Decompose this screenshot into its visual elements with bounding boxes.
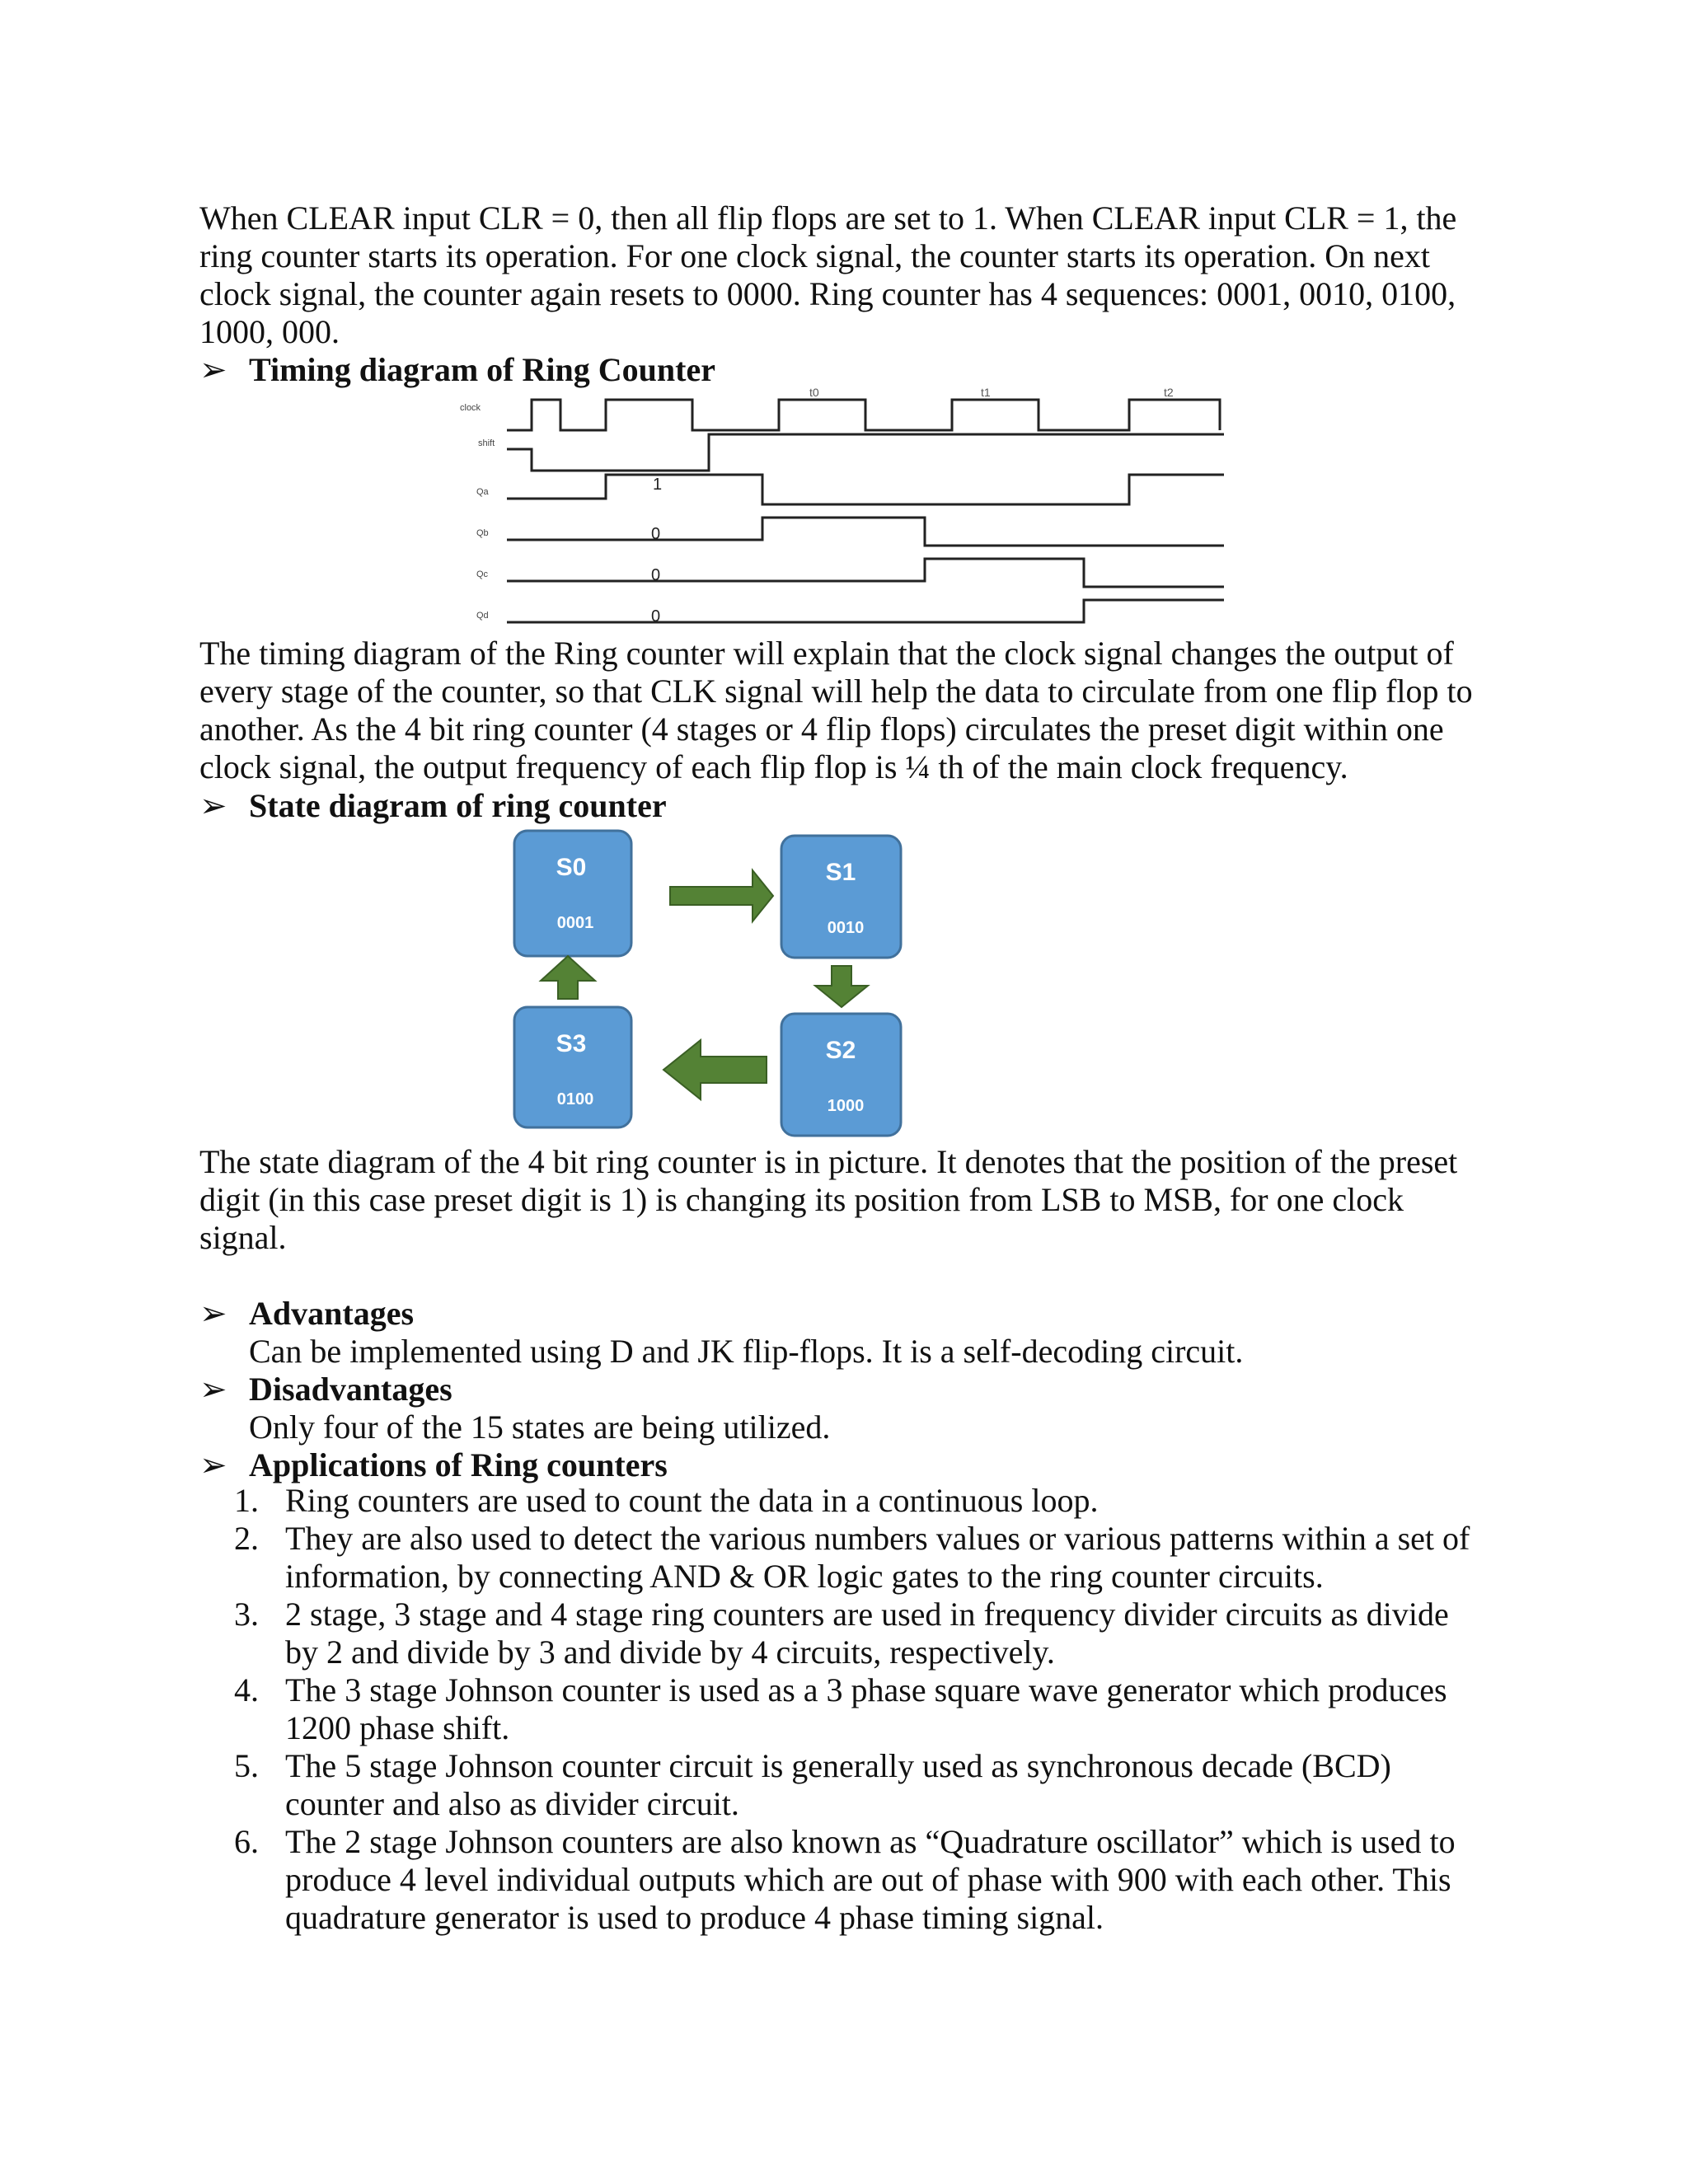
list-item-text: 2 stage, 3 stage and 4 stage ring counters are used in frequency divider circuits as divide by 2 and divide by 3 and divide by 4 circuits, respectively. <box>285 1596 1449 1671</box>
bullet-arrow-icon: ➢ <box>199 351 227 388</box>
state-name: S0 <box>556 854 587 881</box>
time-label: t1 <box>981 386 991 399</box>
qa-waveform <box>507 475 1224 504</box>
list-item-text: The 5 stage Johnson counter circuit is generally used as synchronous decade (BCD) counter and also as divider circuit. <box>285 1747 1391 1822</box>
state-code: 0001 <box>556 914 594 932</box>
state-name: S1 <box>825 859 856 886</box>
list-number: 2. <box>234 1520 259 1557</box>
list-item-text: Ring counters are used to count the data in a continuous loop. <box>285 1482 1099 1519</box>
state-name: S3 <box>556 1030 587 1057</box>
disadvantages-text: Only four of the 15 states are being utilized. <box>249 1408 831 1446</box>
state-box-s3 <box>514 1007 631 1127</box>
state-box-s2 <box>781 1014 901 1136</box>
list-item-text: The 3 stage Johnson counter is used as a 3 phase square wave generator which produces 1200 phase shift. <box>285 1671 1447 1746</box>
list-item-text: The 2 stage Johnson counters are also known as “Quadrature oscillator” which is used to produce 4 level individual outputs which are out of phase with 900 with each other. This quadrature generator is used to produce 4 phase timing signal. <box>285 1823 1456 1936</box>
bullet-arrow-icon: ➢ <box>199 1295 227 1332</box>
list-item <box>234 1671 1485 1747</box>
state-name: S2 <box>825 1037 856 1064</box>
bullet-arrow-icon: ➢ <box>199 1371 227 1408</box>
signal-label: Qc <box>476 569 489 579</box>
bullet-arrow-icon: ➢ <box>199 1446 227 1483</box>
disadvantages-heading <box>199 1371 452 1408</box>
timing-heading-label: Timing diagram of Ring Counter <box>249 351 715 388</box>
state-diagram <box>495 820 923 1141</box>
advantages-heading-label: Advantages <box>249 1295 415 1332</box>
signal-label: Qa <box>476 487 489 497</box>
signal-label: shift <box>478 438 495 448</box>
advantages-text: Can be implemented using D and JK flip-flops. It is a self-decoding circuit. <box>249 1333 1244 1370</box>
qb-waveform <box>507 518 1224 546</box>
list-number: 1. <box>234 1482 259 1519</box>
time-label: t2 <box>1164 386 1174 399</box>
time-label: t0 <box>809 386 819 399</box>
state-box-s0 <box>514 831 631 956</box>
intro-paragraph: When CLEAR input CLR = 0, then all flip flops are set to 1. When CLEAR input CLR = 1, the ring counter starts its operation. For one clock signal, the counter starts its operation. On next clock signal, the counter again resets to 0000. Ring counter has 4 sequences: 0001, 0010, 0100, 1000, 000. <box>199 199 1457 350</box>
list-item <box>234 1823 1485 1937</box>
qd-waveform <box>507 600 1224 622</box>
arrow-up-icon <box>541 956 595 999</box>
list-number: 5. <box>234 1747 259 1784</box>
timing-diagram <box>445 381 1236 628</box>
list-item <box>234 1520 1485 1596</box>
clock-waveform <box>507 400 1220 430</box>
signal-label: Qd <box>476 611 489 621</box>
state-code: 1000 <box>827 1097 865 1115</box>
initial-value: 0 <box>651 566 661 584</box>
list-item <box>234 1482 1485 1520</box>
state-code: 0100 <box>556 1090 594 1108</box>
advantages-heading <box>199 1295 414 1333</box>
signal-label: Qb <box>476 528 489 538</box>
applications-list <box>234 1482 1485 1937</box>
list-number: 3. <box>234 1596 259 1633</box>
shift-waveform <box>507 434 1224 471</box>
timing-paragraph: The timing diagram of the Ring counter will explain that the clock signal changes the output of every stage of the counter, so that CLK signal will help the data to circulate from one flip flop to another. As the 4 bit ring counter (4 stages or 4 flip flops) circulates the preset digit within one clock signal, the output frequency of each flip flop is ¼ th of the main clock frequency. <box>199 635 1473 785</box>
arrow-left-icon <box>663 1040 767 1099</box>
state-heading-label: State diagram of ring counter <box>249 787 667 824</box>
state-code: 0010 <box>827 919 865 937</box>
initial-value: 0 <box>651 525 661 543</box>
initial-value: 1 <box>653 476 663 494</box>
list-item <box>234 1596 1485 1671</box>
list-item <box>234 1747 1485 1823</box>
initial-value: 0 <box>651 607 661 626</box>
bullet-arrow-icon: ➢ <box>199 787 227 824</box>
applications-heading <box>199 1446 668 1484</box>
list-number: 4. <box>234 1671 259 1708</box>
list-item-text: They are also used to detect the various numbers values or various patterns within a set of information, by connecting AND & OR logic gates to the ring counter circuits. <box>285 1520 1470 1595</box>
list-number: 6. <box>234 1823 259 1860</box>
applications-heading-label: Applications of Ring counters <box>249 1446 668 1483</box>
state-paragraph: The state diagram of the 4 bit ring counter is in picture. It denotes that the position of the preset digit (in this case preset digit is 1) is changing its position from LSB to MSB, for one clock signal. <box>199 1143 1458 1256</box>
signal-label: clock <box>460 403 481 413</box>
state-box-s1 <box>781 836 901 958</box>
qc-waveform <box>507 559 1224 587</box>
disadvantages-heading-label: Disadvantages <box>249 1371 452 1408</box>
arrow-down-icon <box>815 966 868 1007</box>
arrow-right-icon <box>670 870 773 921</box>
